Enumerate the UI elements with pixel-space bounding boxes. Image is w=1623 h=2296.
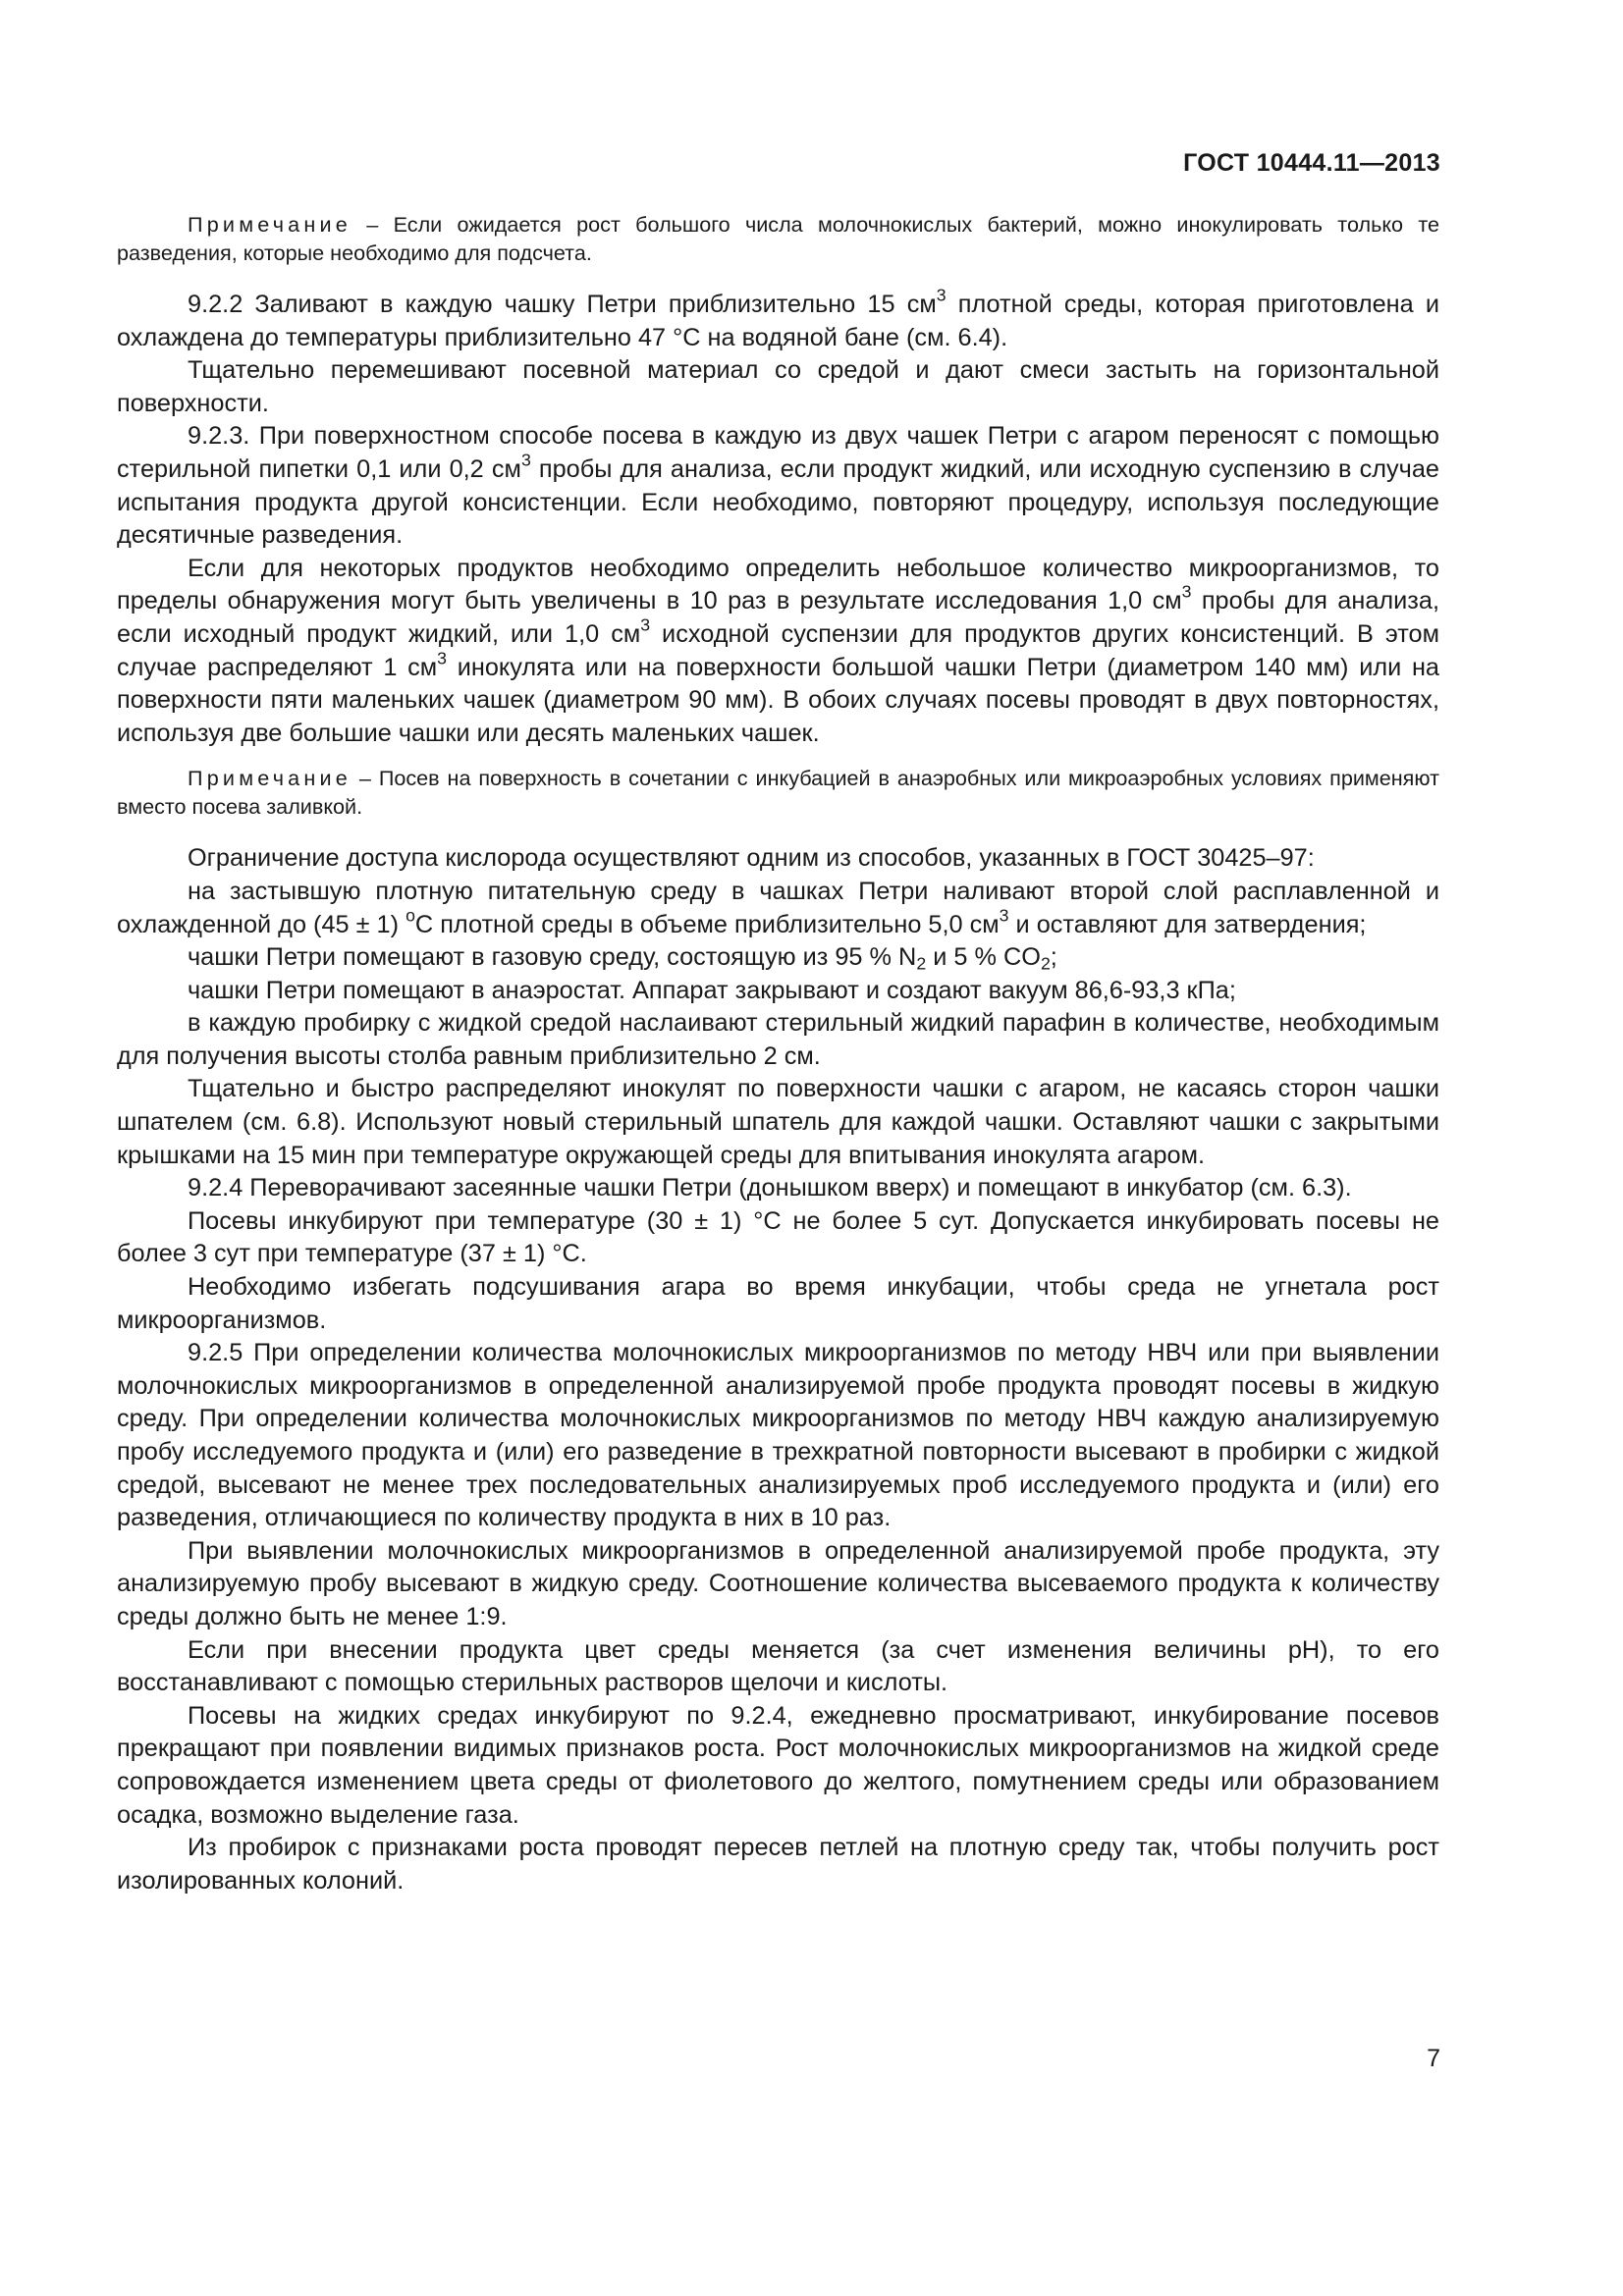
text-run: 9.2.2 Заливают в каждую чашку Петри приблизительно 15 см [188,291,937,318]
page-number: 7 [1427,2045,1440,2072]
text-run: 9.2.3. При поверхностном способе посева в каждую из двух чашек Петри с агаром переносят с помощью стерильной пипетки 0,1 или 0,2 см [117,422,1439,483]
text-run: инокулята или на поверхности большой чашки Петри (диаметром 140 мм) или на поверхности пяти маленьких чашек (диаметром 90 мм). В обоих случаях посевы проводят в двух повторностях, используя две большие чашки или десять маленьких чашек. [117,653,1439,747]
document-header: ГОСТ 10444.11—2013 [1183,149,1440,177]
subscript: 2 [1040,953,1051,974]
text-run: и 5 % CO [926,943,1041,972]
note-label: Примечание [188,212,352,237]
note-label: Примечание [188,766,352,791]
text-run: чашки Петри помещают в газовую среду, состоящую из 95 % N [188,943,917,972]
superscript: 3 [437,648,448,668]
note-text: – Посев на поверхность в сочетании с инкубацией в анаэробных или микроаэробных условиях применяют вместо посева заливкой. [117,766,1439,820]
paragraph: Посевы на жидких средах инкубируют по 9.2.4, ежедневно просматривают, инкубирование посевов прекращают при появлении видимых признаков роста. Рост молочнокислых микроорганизмов на жидкой среде сопровождается изменением цвета среды от фиолетового до желтого, помутнением среды или образованием осадка, возможно выделение газа. [117,1701,1439,1829]
text-run: исходной суспензии для продуктов других консистенций. В этом случае распределяют 1 см [117,619,1439,681]
text-run: Если для некоторых продуктов необходимо определить небольшое количество микроорганизмов, то пределы обнаружения могут быть увеличены в 10 раз в результате исследования 1,0 см [117,554,1439,615]
note-text: – Если ожидается рост большого числа молочнокислых бактерий, можно инокулировать только те разведения, которые необходимо для подсчета. [117,212,1439,265]
paragraph-9-2-5: 9.2.5 При определении количества молочнокислых микроорганизмов по методу НВЧ или при выявлении молочнокислых микроорганизмов в определенной анализируемой пробе продукта проводят посевы в жидкую среду. При определении количества молочнокислых микроорганизмов по методу НВЧ каждую анализируемую пробу исследуемого продукта и (или) его разведение в трехкратной повторности высевают в пробирки с жидкой средой, высевают не менее трех последовательных анализируемых проб исследуемого продукта и (или) его разведения, отличающиеся по количеству продукта в них в 10 раз. [117,1339,1439,1532]
paragraph: Ограничение доступа кислорода осуществляют одним из способов, указанных в ГОСТ 30425–97: [188,844,1315,873]
text-run: ; [1050,943,1057,972]
paragraph: в каждую пробирку с жидкой средой наслаивают стерильный жидкий парафин в количестве, необходимым для получения высоты столба равным приблизительно 2 см. [117,1009,1439,1070]
note-paragraph [117,764,1439,821]
superscript: 3 [999,905,1009,925]
paragraph [117,553,1439,751]
paragraph: Тщательно и быстро распределяют инокулят по поверхности чашки с агаром, не касаясь сторон чашки шпателем (см. 6.8). Используют новый стерильный шпатель для каждой чашки. Оставляют чашки с закрытыми крышками на 15 мин при температуре окружающей среды для впитывания инокулята агаром. [117,1075,1439,1169]
superscript: 3 [936,285,947,305]
paragraph-9-2-2 [117,285,1439,354]
superscript: 3 [520,450,531,470]
paragraph: чашки Петри помещают в анаэростат. Аппарат закрывают и создают вакуум 86,6-93,3 кПа; [188,976,1236,1004]
superscript: 3 [1181,581,1192,602]
superscript: 3 [640,614,651,635]
text-run: на застывшую плотную питательную среду в чашках Петри наливают второй слой расплавленной и охлажденной до (45 ± 1) [117,877,1439,938]
paragraph: Если при внесении продукта цвет среды меняется (за счет изменения величины pH), то его восстанавливают с помощью стерильных растворов щелочи и кислоты. [117,1635,1439,1697]
paragraph [117,941,1439,975]
text-run: и оставляют для затвердения; [1008,910,1367,938]
text-run: пробы для анализа, если исходный продукт жидкий, или 1,0 см [117,587,1439,648]
paragraph: Из пробирок с признаками роста проводят пересев петлей на плотную среду так, чтобы получить рост изолированных колоний. [117,1834,1439,1895]
paragraph: Необходимо избегать подсушивания агара во время инкубации, чтобы среда не угнетала рост микроорганизмов. [117,1273,1439,1334]
paragraph: Тщательно перемешивают посевной материал со средой и дают смеси застыть на горизонтальной поверхности. [117,356,1439,417]
note-paragraph [117,210,1439,267]
paragraph: При выявлении молочнокислых микроорганизмов в определенной анализируемой пробе продукта, эту анализируемую пробу высевают в жидкую среду. Соотношение количества высеваемого продукта к количеству среды должно быть не менее 1:9. [117,1536,1439,1630]
subscript: 2 [916,953,927,974]
paragraph-9-2-3 [117,420,1439,552]
text-run: С плотной среды в объеме приблизительно 5,0 см [414,910,1000,938]
paragraph-9-2-4: 9.2.4 Переворачивают засеянные чашки Петри (донышком вверх) и помещают в инкубатор (см. 6.3). [188,1174,1352,1202]
paragraph [117,876,1439,941]
text-run: пробы для анализа, если продукт жидкий, или исходную суспензию в случае испытания продукта другой консистенции. Если необходимо, повторяют процедуру, используя последующие десятичные разведения. [117,454,1440,550]
paragraph: Посевы инкубируют при температуре (30 ± 1) °С не более 5 сут. Допускается инкубировать посевы не более 3 сут при температуре (37 ± 1) °С. [117,1206,1439,1268]
page-content [117,210,1439,1897]
text-run: плотной среды, которая приготовлена и охлаждена до температуры приблизительно 47 °С на водяной бане (см. 6.4). [117,291,1439,351]
superscript: о [406,905,415,925]
